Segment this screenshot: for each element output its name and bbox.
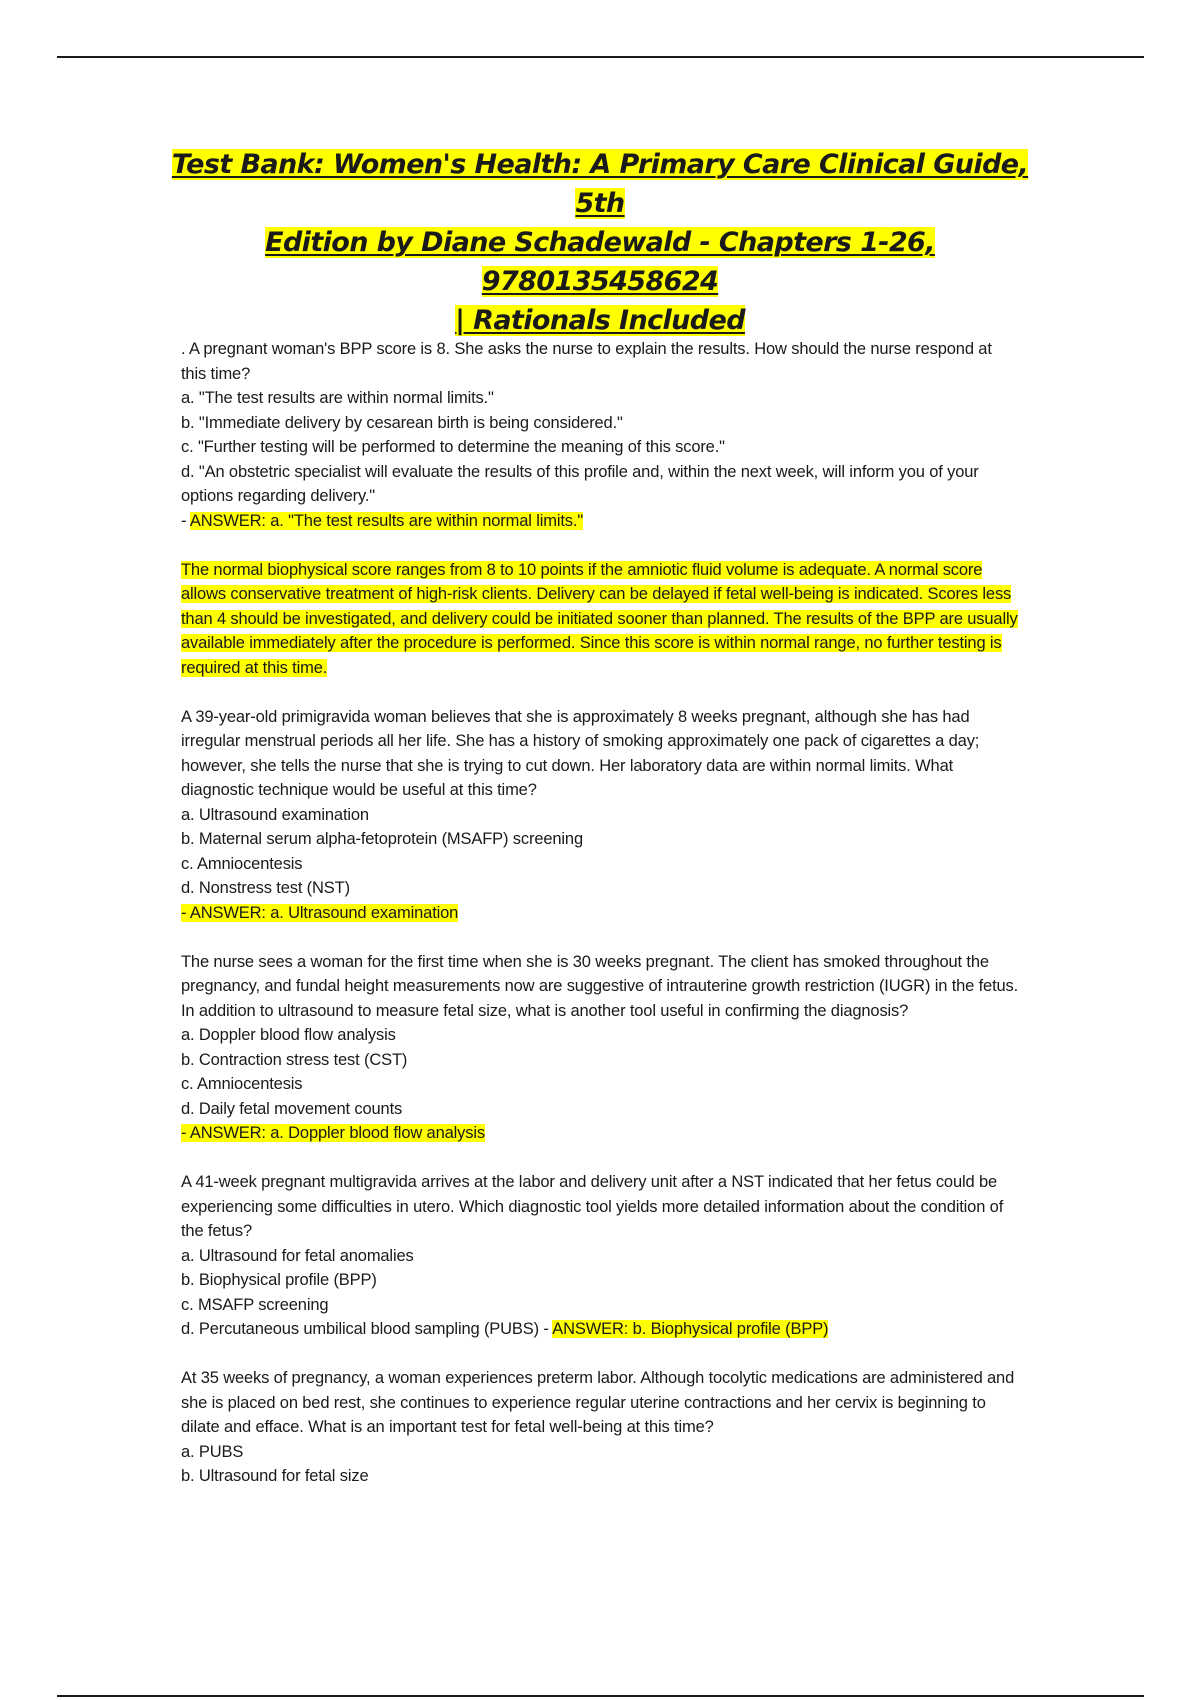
title-line-1: Test Bank: Women's Health: A Primary Care Clinical Guide, 5th — [171, 149, 1029, 219]
option-b: b. Ultrasound for fetal size — [181, 1467, 369, 1485]
question-stem: At 35 weeks of pregnancy, a woman experiences preterm labor. Although tocolytic medications are administered and she is placed on bed rest, she continues to experience regular uterine contractions and her cervix is beginning to dilate and efface. What is an important test for fetal well-being at this time? — [181, 1369, 1015, 1436]
option-a: a. Ultrasound for fetal anomalies — [181, 1246, 414, 1265]
option-a: a. Ultrasound examination — [181, 805, 369, 824]
question-stem: . A pregnant woman's BPP score is 8. She asks the nurse to explain the results. How should the nurse respond at this time? — [181, 340, 992, 383]
option-a: a. PUBS — [181, 1442, 244, 1461]
option-d-with-answer — [181, 1317, 1021, 1342]
option-a: a. Doppler blood flow analysis — [181, 1026, 396, 1044]
header-rule — [57, 56, 1144, 58]
answer-highlight: - ANSWER: a. Ultrasound examination — [181, 903, 459, 922]
option-b: b. Biophysical profile (BPP) — [181, 1271, 377, 1289]
option-d: d. "An obstetric specialist will evaluate the results of this profile and, within the next week, will inform you of your options regarding delivery." — [181, 462, 979, 505]
question-3 — [181, 950, 1021, 1146]
answer-line — [181, 901, 1021, 926]
document-title — [160, 145, 1040, 340]
footer-rule — [57, 1695, 1144, 1697]
option-b: b. Contraction stress test (CST) — [181, 1050, 408, 1069]
rationale-text: The normal biophysical score ranges from 8 to 10 points if the amniotic fluid volume is adequate. A normal score allows conservative treatment of high-risk clients. Delivery can be delayed if fetal well-being is indicated. Scores less than 4 should be investigated, and delivery could be initiated sooner than planned. The results of the BPP are usually available immediately after the procedure is performed. Since this score is within normal range, no further testing is required at this time. — [181, 560, 1018, 677]
option-d: d. Nonstress test (NST) — [181, 879, 350, 897]
question-4 — [181, 1170, 1021, 1342]
answer-highlight: ANSWER: b. Biophysical profile (BPP) — [552, 1320, 829, 1338]
question-2 — [181, 705, 1021, 926]
title-line-3: | Rationals Included — [455, 305, 745, 336]
option-c: c. Amniocentesis — [181, 854, 303, 873]
option-c: c. Amniocentesis — [181, 1075, 303, 1093]
option-b: b. Maternal serum alpha-fetoprotein (MSAFP) screening — [181, 830, 583, 848]
question-1 — [181, 337, 1021, 533]
question-list — [181, 337, 1021, 1513]
option-b: b. "Immediate delivery by cesarean birth is being considered." — [181, 413, 623, 432]
option-c: c. "Further testing will be performed to determine the meaning of this score." — [181, 438, 725, 456]
question-stem: A 41-week pregnant multigravida arrives at the labor and delivery unit after a NST indicated that her fetus could be experiencing some difficulties in utero. Which diagnostic tool yields more detailed information about the condition of the fetus? — [181, 1173, 1004, 1240]
answer-prefix: - — [181, 511, 190, 530]
answer-line — [181, 1121, 1021, 1146]
question-stem: The nurse sees a woman for the first time when she is 30 weeks pregnant. The client has smoked throughout the pregnancy, and fundal height measurements now are suggestive of intrauterine growth restriction (IUGR) in the fetus. In addition to ultrasound to measure fetal size, what is another tool useful in confirming the diagnosis? — [181, 952, 1019, 1020]
option-c: c. MSAFP screening — [181, 1295, 329, 1314]
rationale-1 — [181, 558, 1021, 681]
title-line-2: Edition by Diane Schadewald - Chapters 1-26, 9780135458624 — [265, 227, 935, 297]
question-stem: A 39-year-old primigravida woman believes that she is approximately 8 weeks pregnant, although she has had irregular menstrual periods all her life. She has a history of smoking approximately one pack of cigarettes a day; however, she tells the nurse that she is trying to cut down. Her laboratory data are within normal limits. What diagnostic technique would be useful at this time? — [181, 707, 980, 799]
question-5 — [181, 1366, 1021, 1489]
answer-line — [181, 509, 1021, 534]
option-d: d. Percutaneous umbilical blood sampling (PUBS) - — [181, 1320, 553, 1338]
option-a: a. "The test results are within normal limits." — [181, 389, 494, 407]
answer-highlight: ANSWER: a. "The test results are within normal limits." — [189, 511, 584, 530]
option-d: d. Daily fetal movement counts — [181, 1099, 403, 1118]
answer-highlight: - ANSWER: a. Doppler blood flow analysis — [181, 1124, 485, 1142]
